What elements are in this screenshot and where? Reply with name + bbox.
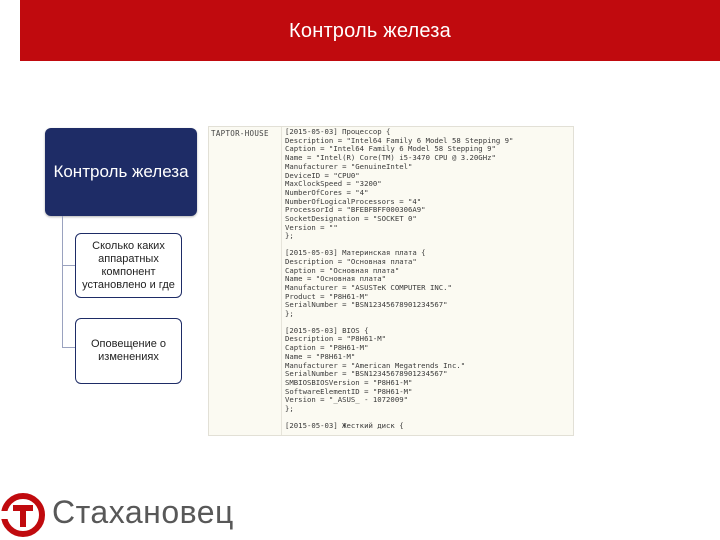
- log-line: Version = "_ASUS_ - 1072009": [285, 395, 409, 405]
- log-line: Name = "P8H61-M": [285, 351, 356, 361]
- log-line: Caption = "Основная плата": [285, 265, 400, 275]
- log-line: SerialNumber = "BSN12345678901234567": [285, 300, 448, 310]
- log-line: MaxClockSpeed = "3200": [285, 179, 382, 189]
- log-line: SerialNumber = "BSN12345678901234567": [285, 369, 448, 379]
- connector-vertical: [62, 216, 63, 347]
- log-line: ProcessorId = "BFEBFBFF000306A9": [285, 205, 426, 215]
- log-line: Manufacturer = "ASUSTeK COMPUTER INC.": [285, 282, 452, 292]
- log-line: Product = "P8H61-M": [285, 291, 369, 301]
- log-line: Version = "": [285, 222, 338, 232]
- log-line: };: [285, 309, 294, 319]
- log-gutter: [209, 127, 282, 435]
- connector-branch: [62, 347, 75, 348]
- log-line: SocketDesignation = "SOCKET 0": [285, 214, 417, 224]
- log-line: [2015-05-03] Жесткий диск {: [285, 420, 404, 430]
- computer-name: TAPTOR-HOUSE: [211, 129, 269, 138]
- log-line: [2015-05-03] Материнская плата {: [285, 248, 426, 258]
- log-line: Manufacturer = "American Megatrends Inc.": [285, 360, 466, 370]
- child-node-inventory: Сколько каких аппаратных компонент установлено и где: [75, 233, 182, 298]
- log-line: Manufacturer = "GenuineIntel": [285, 161, 413, 171]
- log-line: Caption = "P8H61-M": [285, 343, 369, 353]
- log-line: Description = "P8H61-M": [285, 334, 387, 344]
- log-line: NumberOfCores = "4": [285, 187, 369, 197]
- log-line: };: [285, 404, 294, 414]
- connector-branch: [62, 265, 75, 266]
- log-line: Description = "Intel64 Family 6 Model 58 Stepping 9": [285, 135, 514, 145]
- log-line: DeviceID = "CPU0": [285, 170, 360, 180]
- log-line: Name = "Основная плата": [285, 274, 387, 284]
- log-line: [2015-05-03] BIOS {: [285, 325, 369, 335]
- root-node: Контроль железа: [45, 128, 197, 216]
- brand-logo-icon: [0, 492, 46, 538]
- log-body: [285, 128, 569, 435]
- log-screenshot: [208, 126, 574, 436]
- log-line: };: [285, 231, 294, 241]
- brand-name: Стахановец: [52, 494, 234, 530]
- log-line: Description = "Основная плата": [285, 256, 417, 266]
- log-line: [2015-05-03] Процессор {: [285, 127, 391, 136]
- log-line: Caption = "Intel64 Family 6 Model 58 Stepping 9": [285, 144, 496, 154]
- log-line: SoftwareElementID = "P8H61-M": [285, 386, 413, 396]
- slide-title: Контроль железа: [289, 20, 451, 42]
- title-bar: [20, 0, 720, 61]
- log-line: Name = "Intel(R) Core(TM) i5-3470 CPU @ 3.20GHz": [285, 153, 496, 163]
- log-line: SMBIOSBIOSVersion = "P8H61-M": [285, 377, 413, 387]
- log-line: NumberOfLogicalProcessors = "4": [285, 196, 422, 206]
- child-node-notifications: Оповещение о изменениях: [75, 318, 182, 384]
